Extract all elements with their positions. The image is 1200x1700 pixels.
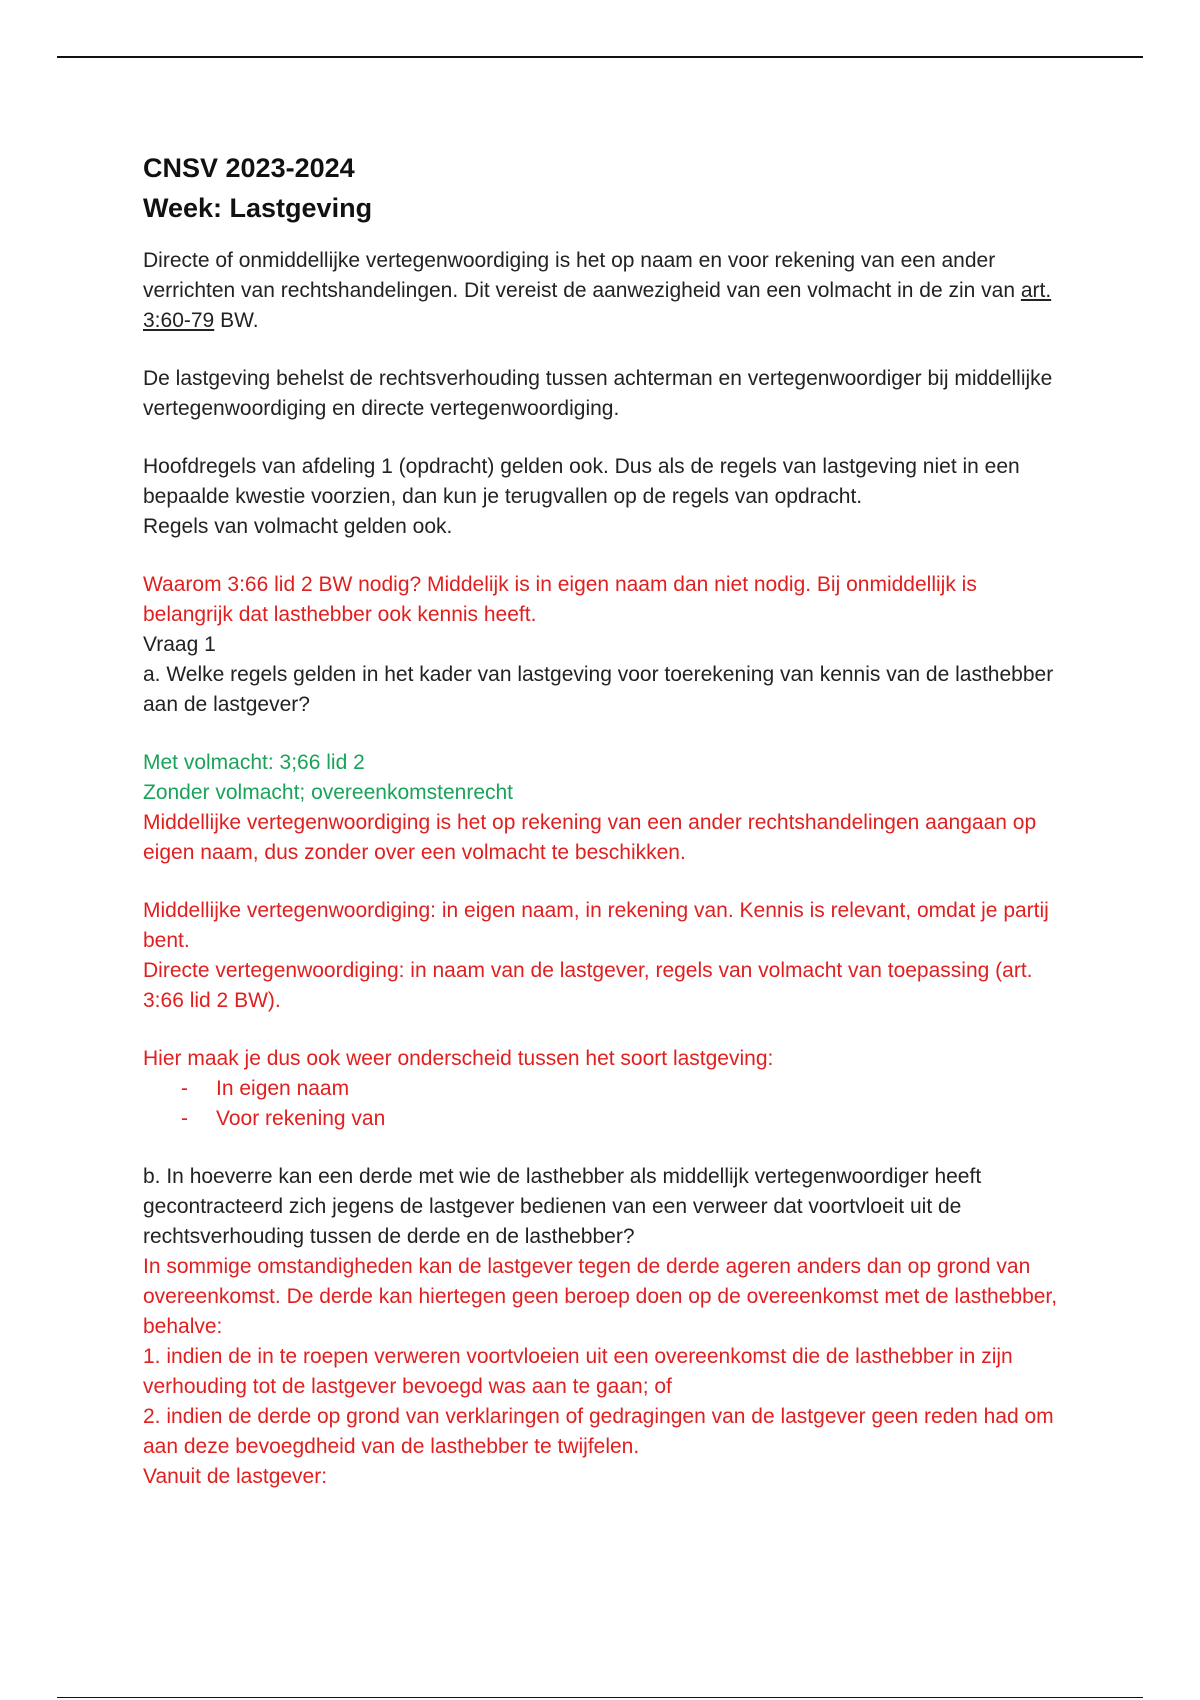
intro-paragraph-2: De lastgeving behelst de rechtsverhouding tussen achterman en vertegenwoordiger bij middellijke vertegenwoordiging en directe vertegenwoordiging. [143, 367, 1053, 420]
question-b: b. In hoeverre kan een derde met wie de lasthebber als middellijk vertegenwoordiger heeft gecontracteerd zich jegens de lastgever bedienen van een verweer dat voortvloeit uit de rechtsverhouding tussen de derde en de lasthebber? [143, 1165, 982, 1248]
red-note: Waarom 3:66 lid 2 BW nodig? Middelijk is in eigen naam dan niet nodig. Bij onmiddellijk is belangrijk dat lasthebber ook kennis heeft. [143, 573, 977, 626]
title-line-2: Week: Lastgeving [143, 193, 373, 223]
list-item [143, 1074, 1063, 1104]
intro-p1-text: Directe of onmiddellijke vertegenwoordiging is het op naam en voor rekening van een ander verrichten van rechtshandelingen. Dit vereist de aanwezigheid van een volmacht in de zin van [143, 249, 1021, 302]
answer-green-1: Met volmacht: 3;66 lid 2 [143, 751, 365, 774]
question-a: a. Welke regels gelden in het kader van lastgeving voor toerekening van kennis van de lasthebber aan de lastgever? [143, 663, 1054, 716]
document-title [143, 148, 1063, 228]
bullet-dash: - [181, 1107, 188, 1130]
intro-paragraph-3: Hoofdregels van afdeling 1 (opdracht) gelden ook. Dus als de regels van lastgeving niet in een bepaalde kwestie voorzien, dan kun je terugvallen op de regels van opdracht. [143, 455, 1020, 508]
title-line-1: CNSV 2023-2024 [143, 153, 355, 183]
bullet-text: In eigen naam [216, 1077, 350, 1100]
article-reference-link[interactable]: art. 3:60-79 [143, 279, 1052, 332]
bottom-page-rule [57, 1697, 1143, 1698]
answer-b-1: In sommige omstandigheden kan de lastgever tegen de derde ageren anders dan op grond van overeenkomst. De derde kan hiertegen geen beroep doen op de overeenkomst met de lasthebber, behalve: [143, 1255, 1058, 1338]
intro-p1-tail: BW. [214, 309, 259, 332]
answer-red-2: Middellijke vertegenwoordiging: in eigen naam, in rekening van. Kennis is relevant, omdat je partij bent. [143, 899, 1049, 952]
list-item [143, 1104, 1063, 1134]
bullet-list [143, 1074, 1063, 1134]
answer-b-2: 1. indien de in te roepen verweren voortvloeien uit een overeenkomst die de lasthebber in zijn verhouding tot de lastgever bevoegd was aan te gaan; of [143, 1345, 1013, 1398]
intro-paragraph-3b: Regels van volmacht gelden ook. [143, 515, 453, 538]
document-body [143, 148, 1063, 1492]
answer-red-4: Hier maak je dus ook weer onderscheid tussen het soort lastgeving: [143, 1047, 774, 1070]
answer-red-3: Directe vertegenwoordiging: in naam van de lastgever, regels van volmacht van toepassing (art. 3:66 lid 2 BW). [143, 959, 1033, 1012]
top-page-rule [57, 56, 1143, 58]
bullet-dash: - [181, 1077, 188, 1100]
vraag-label: Vraag 1 [143, 633, 216, 656]
answer-green-2: Zonder volmacht; overeenkomstenrecht [143, 781, 514, 804]
answer-red-1: Middellijke vertegenwoordiging is het op rekening van een ander rechtshandelingen aangaan op eigen naam, dus zonder over een volmacht te beschikken. [143, 811, 1037, 864]
intro-paragraph-1 [143, 246, 1063, 336]
answer-b-4: Vanuit de lastgever: [143, 1465, 328, 1488]
answer-b-3: 2. indien de derde op grond van verklaringen of gedragingen van de lastgever geen reden had om aan deze bevoegdheid van de lasthebber te twijfelen. [143, 1405, 1054, 1458]
bullet-text: Voor rekening van [216, 1107, 386, 1130]
